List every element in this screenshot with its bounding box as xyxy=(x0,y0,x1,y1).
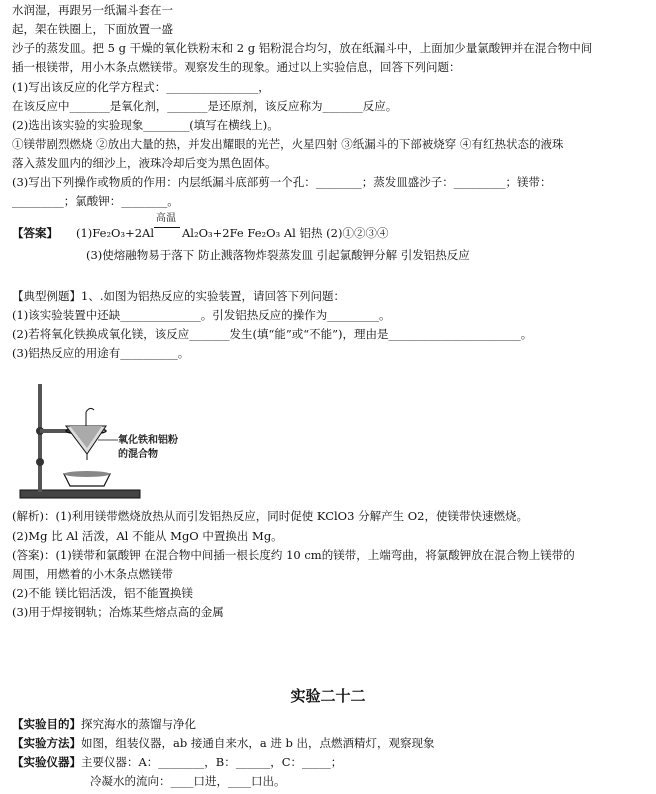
text-line: 水润湿，再跟另一纸漏斗套在一 xyxy=(12,3,173,17)
figure-label: 氧化铁和铝粉 xyxy=(118,435,178,446)
analysis-answer: (答案)：(1)镁带和氯酸钾 在混合物中间插一根长度约 10 cm的镁带，上端弯曲，将氯酸钾放在混合物上镁带的 xyxy=(12,548,575,562)
instrument-label: 【实验仪器】 xyxy=(12,755,81,769)
example-q3: (3)铝热反应的用途有__________。 xyxy=(12,346,190,360)
instrument-text: 主要仪器：A：________，B：______，C：_____； xyxy=(81,755,343,769)
example-q2: (2)若将氧化铁换成氧化镁，该反应_______发生(填“能”或“不能”)，理由是_______________________。 xyxy=(12,327,533,341)
analysis-line: (解析)：(1)利用镁带燃烧放热从而引发铝热反应，同时促使 KClO3 分解产生 O2，使镁带快速燃烧。 xyxy=(12,509,528,523)
instrument-line xyxy=(12,754,342,770)
answer-q1: (1)Fe₂O₃+2Al xyxy=(76,226,155,240)
answer-label: 【答案】 xyxy=(12,226,58,240)
purpose-line xyxy=(12,716,196,732)
analysis-answer: (2)不能 镁比铝活泼，铝不能置换镁 xyxy=(12,586,193,600)
analysis-answer: (3)用于焊接钢轨；冶炼某些熔点高的金属 xyxy=(12,605,224,619)
method-label: 【实验方法】 xyxy=(12,736,81,750)
options-line: ①镁带剧烈燃烧 ②放出大量的热，并发出耀眼的光芒，火星四射 ③纸漏斗的下部被烧穿 ④有红热状态的液珠 xyxy=(12,137,564,151)
method-text: 如图，组装仪器，ab 接通自来水，a 进 b 出，点燃酒精灯，观察现象 xyxy=(81,736,435,750)
example-heading: 【典型例题】1、.如图为铝热反应的实验装置，请回答下列问题： xyxy=(12,289,345,303)
flow-line: 冷凝水的流向：____口进，____口出。 xyxy=(90,774,286,788)
purpose-text: 探究海水的蒸馏与净化 xyxy=(81,717,196,731)
question-3: (3)写出下列操作或物质的作用：内层纸漏斗底部剪一个孔：________；蒸发皿盛沙子：_________；镁带： xyxy=(12,175,552,189)
section-title: 实验二十二 xyxy=(290,687,366,705)
text-line: 起，架在铁圈上，下面放置一盛 xyxy=(12,22,173,36)
example-q1: (1)该实验装置中还缺______________。引发铝热反应的操作为_________。 xyxy=(12,308,391,322)
question-1: (1)写出该反应的化学方程式：________________， xyxy=(12,80,270,94)
analysis-answer: 周围，用燃着的小木条点燃镁带 xyxy=(12,567,173,581)
reaction-condition: 高温 xyxy=(156,213,176,224)
text-line: 沙子的蒸发皿。把 5 g 干燥的氧化铁粉末和 2 g 铝粉混合均匀，放在纸漏斗中，上面加少量氯酸钾并在混合物中间 xyxy=(12,41,593,55)
answer-products: Al₂O₃+2Fe Fe₂O₃ Al 铝热 (2)①②③④ xyxy=(182,226,389,240)
purpose-label: 【实验目的】 xyxy=(12,717,81,731)
question-2: (2)选出该实验的实验现象________(填写在横线上)。 xyxy=(12,118,279,132)
answer-q3: (3)使熔融物易于落下 防止溅落物炸裂蒸发皿 引起氯酸钾分解 引发铝热反应 xyxy=(86,248,470,262)
analysis-line: (2)Mg 比 Al 活泼，Al 不能从 MgO 中置换出 Mg。 xyxy=(12,529,283,543)
text-line: 插一根镁带，用小木条点燃镁带。观察发生的现象。通过以上实验信息，回答下列问题： xyxy=(12,60,461,74)
condition-line xyxy=(154,227,180,228)
text-line: 在该反应中_______是氧化剂，_______是还原剂，该反应称为_______反应。 xyxy=(12,99,398,113)
figure-label: 的混合物 xyxy=(118,449,158,460)
text-line: 落入蒸发皿内的细沙上，液珠冷却后变为黑色固体。 xyxy=(12,156,277,170)
method-line xyxy=(12,735,435,751)
text-line: _________；氯酸钾：________。 xyxy=(12,194,179,208)
